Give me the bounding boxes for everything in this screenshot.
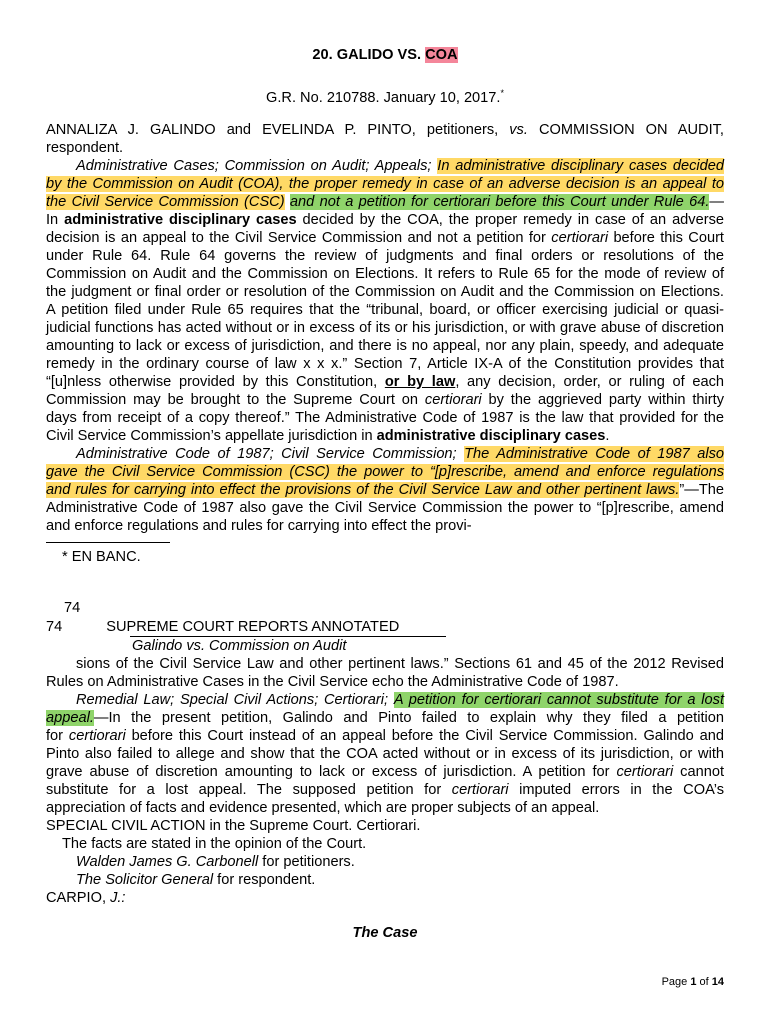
body-line: days from receipt of a copy thereof.” The Administrative Code of 1987 is the law that provided for the [46, 410, 724, 426]
syllabus-1-line-3: the Civil Service Commission (CSC) and not a petition for certiorari before this Court under Rule 64.— [46, 194, 724, 210]
footnote-rule [46, 542, 170, 543]
body-line: remedy in the ordinary course of law x x x.” Section 7, Article IX-A of the Constitution provides that [46, 356, 724, 372]
body-line: substitute for a lost appeal. The supposed petition for certiorari imputed errors in the COA’s [46, 782, 724, 798]
body-line: Pinto also failed to allege and show that the COA acted without or in excess of its jurisdiction, or with [46, 746, 724, 762]
body-line: SPECIAL CIVIL ACTION in the Supreme Court. Certiorari. [46, 818, 421, 834]
body-line: grave abuse of discretion amounting to lack or excess of jurisdiction. A petition for certiorari cannot [46, 764, 724, 780]
counsel-petitioners: Walden James G. Carbonell for petitioners. [76, 854, 355, 870]
body-line: and enforce regulations and rules for carrying into effect the provi- [46, 518, 472, 534]
body-line: amounting to lack or excess of jurisdiction, and there is no appeal, nor any plain, speedy, and adequate [46, 338, 724, 354]
running-header: 74 SUPREME COURT REPORTS ANNOTATED [46, 619, 400, 635]
document-title: 20. GALIDO VS. COA [312, 47, 458, 63]
title-highlight: COA [425, 47, 458, 63]
syllabus-2-line-3: and rules for carrying into effect the provisions of the Civil Service Law and other pertinent laws.”—The [46, 482, 724, 498]
page-footer: Page 1 of 14 [661, 976, 724, 988]
body-line: judicial functions has acted without or in excess of its or his jurisdiction, or with grave abuse of discretion [46, 320, 724, 336]
body-line: Commission may be brought to the Supreme Court on certiorari by the aggrieved party within thirty [46, 392, 724, 408]
body-line: In administrative disciplinary cases decided by the COA, the proper remedy in case of an adverse [46, 212, 724, 228]
case-number: G.R. No. 210788. January 10, 2017.* [266, 88, 504, 106]
counsel-respondent: The Solicitor General for respondent. [76, 872, 316, 888]
ponente: CARPIO, J.: [46, 890, 126, 906]
running-subtitle: Galindo vs. Commission on Audit [132, 638, 347, 654]
syllabus-3-line-2: appeal.—In the present petition, Galindo and Pinto failed to explain why they filed a petition [46, 710, 724, 726]
body-line: Administrative Code of 1987 also gave the Civil Service Commission the power to “[p]rescribe, amend [46, 500, 724, 516]
page-number: 74 [64, 600, 81, 616]
body-line: Rules on Administrative Cases in the Civil Service echo the Administrative Code of 1987. [46, 674, 619, 690]
body-line: Civil Service Commission’s appellate jurisdiction in administrative disciplinary cases. [46, 428, 610, 444]
body-line: Commission on Audit and the Commission on Elections. It refers to Rule 65 for the mode of review of [46, 266, 724, 282]
body-line: decision is an appeal to the Civil Service Commission and not a petition for certiorari before this Court [46, 230, 724, 246]
body-line: “[u]nless otherwise provided by this Constitution, or by law, any decision, order, or ruling of each [46, 374, 724, 390]
body-line: for certiorari before this Court instead of an appeal before the Civil Service Commission. Galindo and [46, 728, 724, 744]
footnote: * EN BANC. [62, 549, 141, 565]
parties-line: ANNALIZA J. GALINDO and EVELINDA P. PINTO, petitioners, vs. COMMISSION ON AUDIT, [46, 122, 724, 138]
syllabus-1-line-2: by the Commission on Audit (COA), the proper remedy in case of an adverse decision is an appeal to [46, 176, 724, 192]
body-line: under Rule 64. Rule 64 governs the review of judgments and final orders or resolutions of the [46, 248, 724, 264]
syllabus-3: Remedial Law; Special Civil Actions; Certiorari; A petition for certiorari cannot substitute for a lost [76, 692, 724, 708]
section-heading: The Case [352, 925, 418, 941]
body-line: appreciation of facts and evidence presented, which are proper subjects of an appeal. [46, 800, 600, 816]
body-line: A petition filed under Rule 65 requires that the “tribunal, board, or officer exercising judicial or quasi- [46, 302, 724, 318]
parties-line-2: respondent. [46, 140, 124, 156]
syllabus-1: Administrative Cases; Commission on Audit; Appeals; In administrative disciplinary cases decided [76, 158, 724, 174]
body-line: The facts are stated in the opinion of the Court. [62, 836, 367, 852]
syllabus-2-line-2: gave the Civil Service Commission (CSC) the power to “[p]rescribe, amend and enforce regulations [46, 464, 724, 480]
syllabus-2: Administrative Code of 1987; Civil Service Commission; The Administrative Code of 1987 also [76, 446, 724, 462]
body-line: the judgment or final order or resolution of the Commission on Audit and the Commission on Elections. [46, 284, 724, 300]
body-line: sions of the Civil Service Law and other pertinent laws.” Sections 61 and 45 of the 2012 Revised [76, 656, 724, 672]
